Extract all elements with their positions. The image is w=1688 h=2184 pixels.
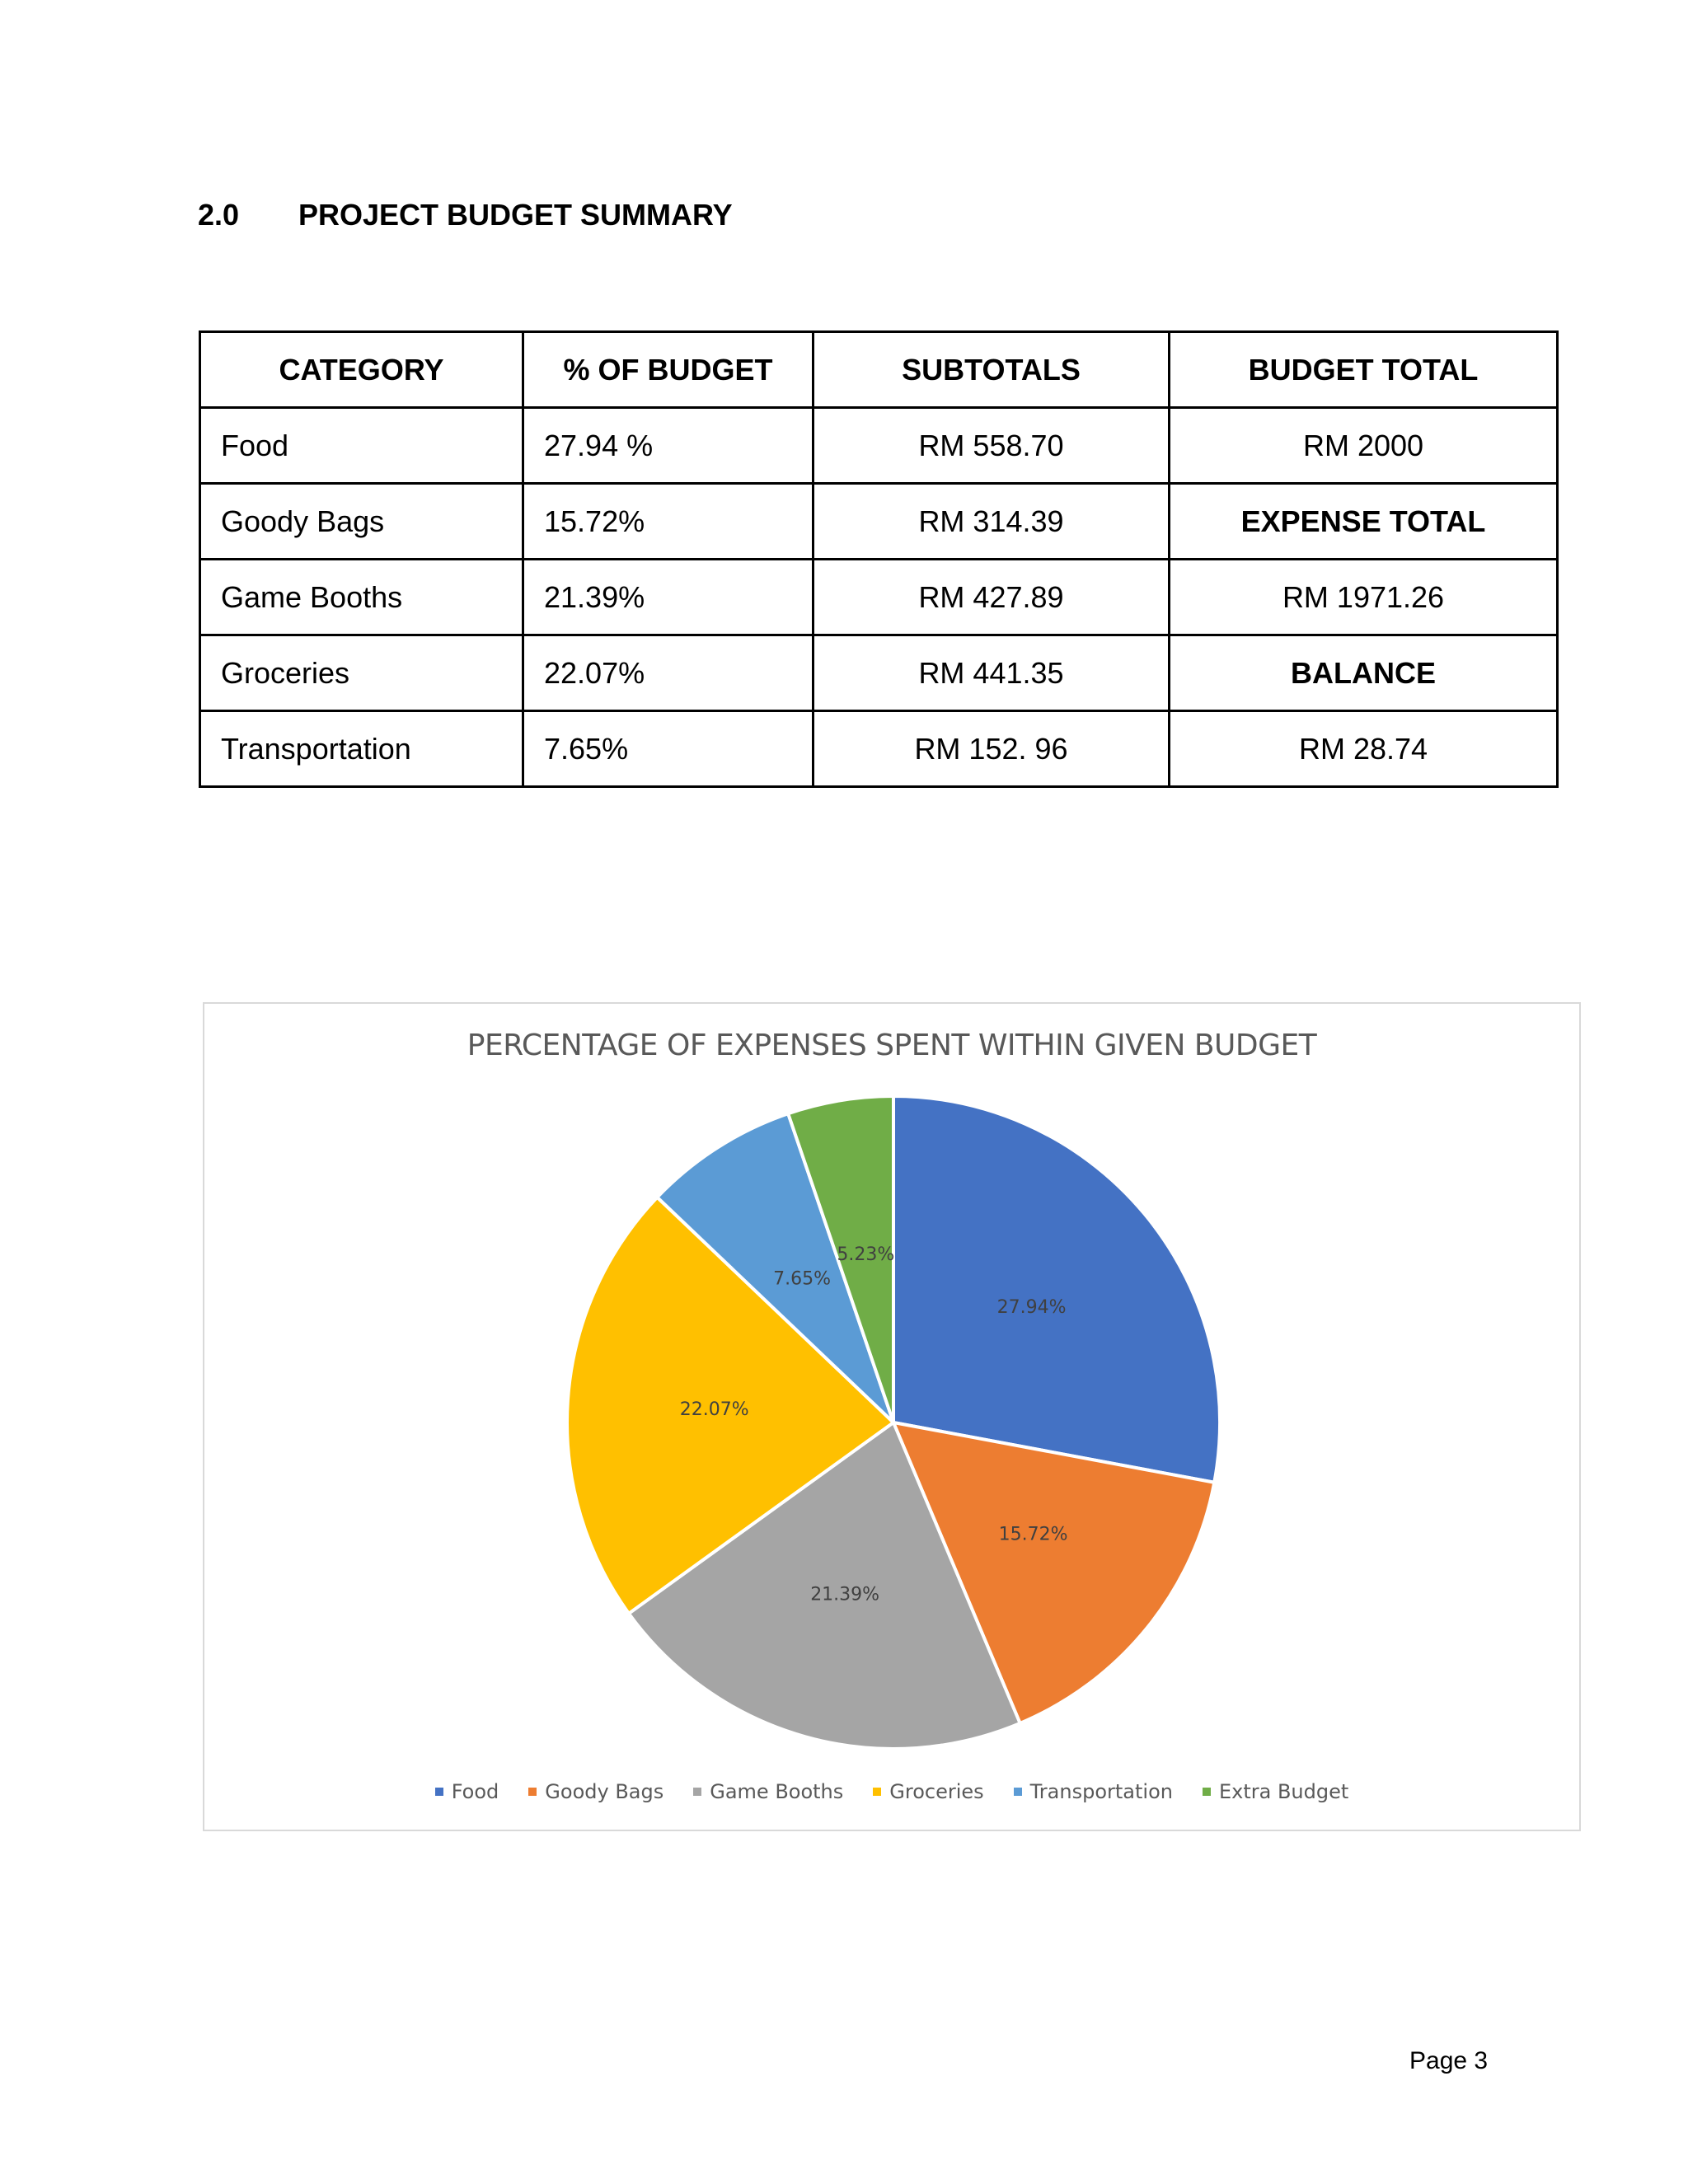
legend-label: Food	[451, 1780, 499, 1803]
pie-label-groceries: 22.07%	[679, 1399, 749, 1421]
pie-chart	[203, 1002, 1581, 1831]
cell-percent: 15.72%	[523, 484, 814, 560]
legend-label: Extra Budget	[1218, 1780, 1349, 1803]
table-row	[200, 711, 1558, 787]
chart-title: PERCENTAGE OF EXPENSES SPENT WITHIN GIVEN BUDGET	[467, 1029, 1317, 1062]
page-number: Page 3	[1409, 2047, 1489, 2074]
cell-category: Food	[200, 408, 523, 484]
cell-subtotal: RM 152. 96	[814, 711, 1170, 787]
header-percent: % OF BUDGET	[523, 332, 814, 408]
legend-item-transportation	[1014, 1780, 1173, 1803]
legend-swatch-icon	[1203, 1788, 1211, 1796]
section-number: 2.0	[198, 198, 240, 232]
legend-item-groceries	[873, 1780, 983, 1803]
legend-label: Groceries	[889, 1780, 984, 1803]
legend-swatch-icon	[693, 1788, 701, 1796]
header-budget-total: BUDGET TOTAL	[1170, 332, 1558, 408]
cell-subtotal: RM 441.35	[814, 635, 1170, 711]
pie-label-transportation: 7.65%	[773, 1268, 832, 1290]
cell-subtotal: RM 314.39	[814, 484, 1170, 560]
cell-subtotal: RM 427.89	[814, 560, 1170, 635]
pie-label-game-booths: 21.39%	[810, 1584, 880, 1605]
legend-swatch-icon	[528, 1788, 537, 1796]
pie-slice-food	[893, 1096, 1220, 1483]
legend-item-goody-bags	[528, 1780, 663, 1803]
table-row	[200, 635, 1558, 711]
header-subtotals: SUBTOTALS	[814, 332, 1170, 408]
legend-label: Game Booths	[710, 1780, 844, 1803]
cell-expense-total-value: RM 1971.26	[1170, 560, 1558, 635]
legend-item-food	[435, 1780, 499, 1803]
cell-balance-value: RM 28.74	[1170, 711, 1558, 787]
cell-balance-label: BALANCE	[1170, 635, 1558, 711]
table-row	[200, 408, 1558, 484]
budget-table	[199, 330, 1559, 788]
cell-subtotal: RM 558.70	[814, 408, 1170, 484]
legend-item-extra-budget	[1203, 1780, 1348, 1803]
legend-label: Goody Bags	[545, 1780, 664, 1803]
legend-item-game-booths	[693, 1780, 843, 1803]
chart-legend	[204, 1780, 1579, 1803]
pie-label-food: 27.94%	[996, 1296, 1067, 1318]
cell-expense-total-label: EXPENSE TOTAL	[1170, 484, 1558, 560]
cell-percent: 21.39%	[523, 560, 814, 635]
table-row	[200, 484, 1558, 560]
cell-category: Transportation	[200, 711, 523, 787]
cell-percent: 22.07%	[523, 635, 814, 711]
cell-percent: 27.94 %	[523, 408, 814, 484]
legend-label: Transportation	[1029, 1780, 1173, 1803]
pie-chart-canvas	[204, 1004, 1582, 1833]
legend-swatch-icon	[1014, 1788, 1022, 1796]
section-title: PROJECT BUDGET SUMMARY	[298, 198, 733, 232]
cell-percent: 7.65%	[523, 711, 814, 787]
cell-budget-total-value: RM 2000	[1170, 408, 1558, 484]
pie-label-extra-budget: 5.23%	[837, 1244, 895, 1265]
header-category: CATEGORY	[200, 332, 523, 408]
cell-category: Game Booths	[200, 560, 523, 635]
table-row	[200, 560, 1558, 635]
cell-category: Groceries	[200, 635, 523, 711]
table-header-row	[200, 332, 1558, 408]
pie-label-goody-bags: 15.72%	[998, 1524, 1068, 1545]
cell-category: Goody Bags	[200, 484, 523, 560]
section-heading	[198, 198, 733, 232]
legend-swatch-icon	[873, 1788, 881, 1796]
legend-swatch-icon	[435, 1788, 443, 1796]
